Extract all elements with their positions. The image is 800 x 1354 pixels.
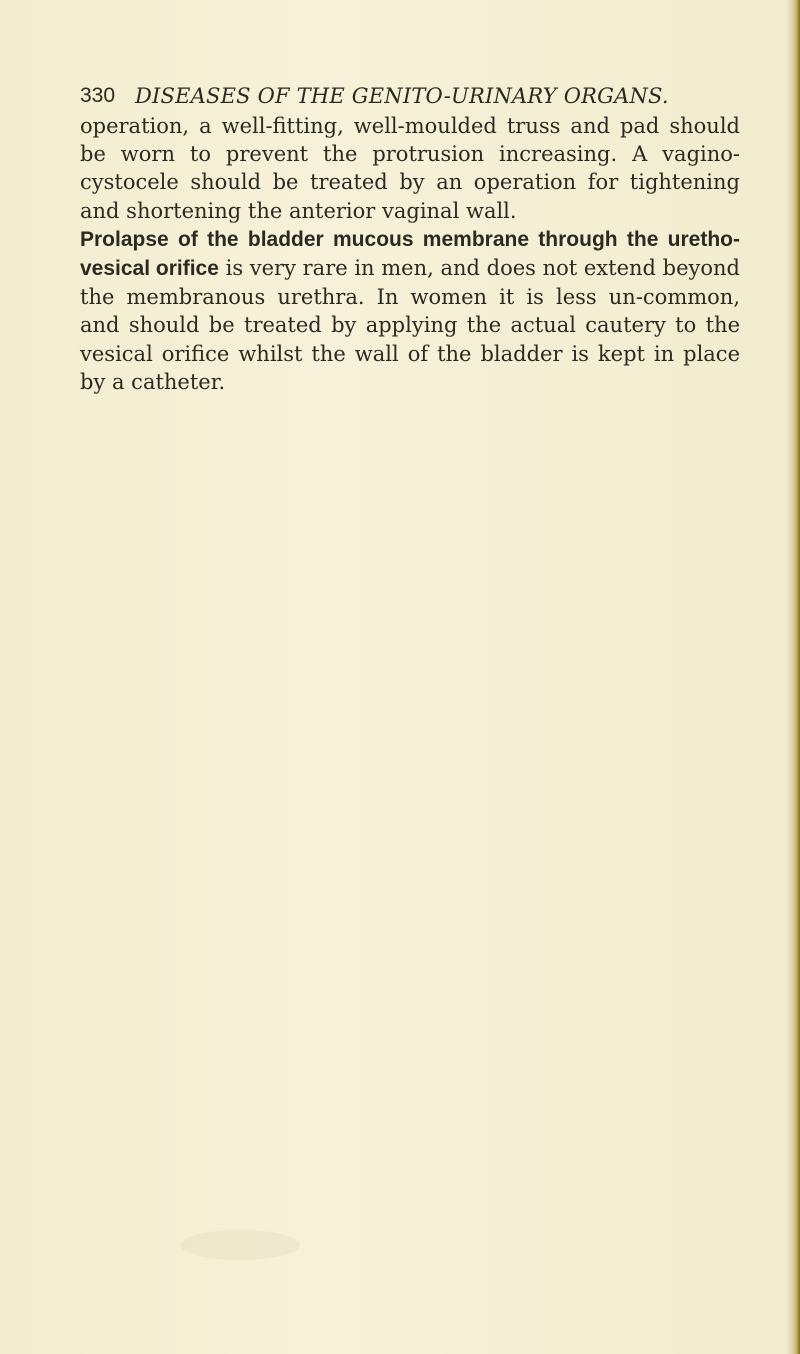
- paragraph-prolapse: [80, 225, 740, 396]
- section-heading-prolapse: Prolapse of the bladder mucous membrane through the uretho-vesical orifice: [80, 227, 740, 281]
- paragraph-operation: operation, a well-fitting, well-moulded truss and pad should be worn to prevent the protrusion increasing. A vagino-cystocele should be treated by an operation for tightening and shortening the anterior vaginal wall.: [80, 114, 740, 223]
- running-title: DISEASES OF THE GENITO-URINARY ORGANS.: [135, 84, 669, 108]
- page-stain: [180, 1230, 300, 1260]
- page-edge-shadow: [786, 0, 800, 1354]
- page-number: 330: [80, 84, 116, 107]
- paragraph-prolapse-text: is very rare in men, and does not extend beyond the membranous urethra. In women it is less un-common, and should be treated by applying the actual cautery to the vesical orifice whilst the wall of the bladder is kept in place by a catheter.: [80, 256, 741, 394]
- body-text: [80, 112, 740, 396]
